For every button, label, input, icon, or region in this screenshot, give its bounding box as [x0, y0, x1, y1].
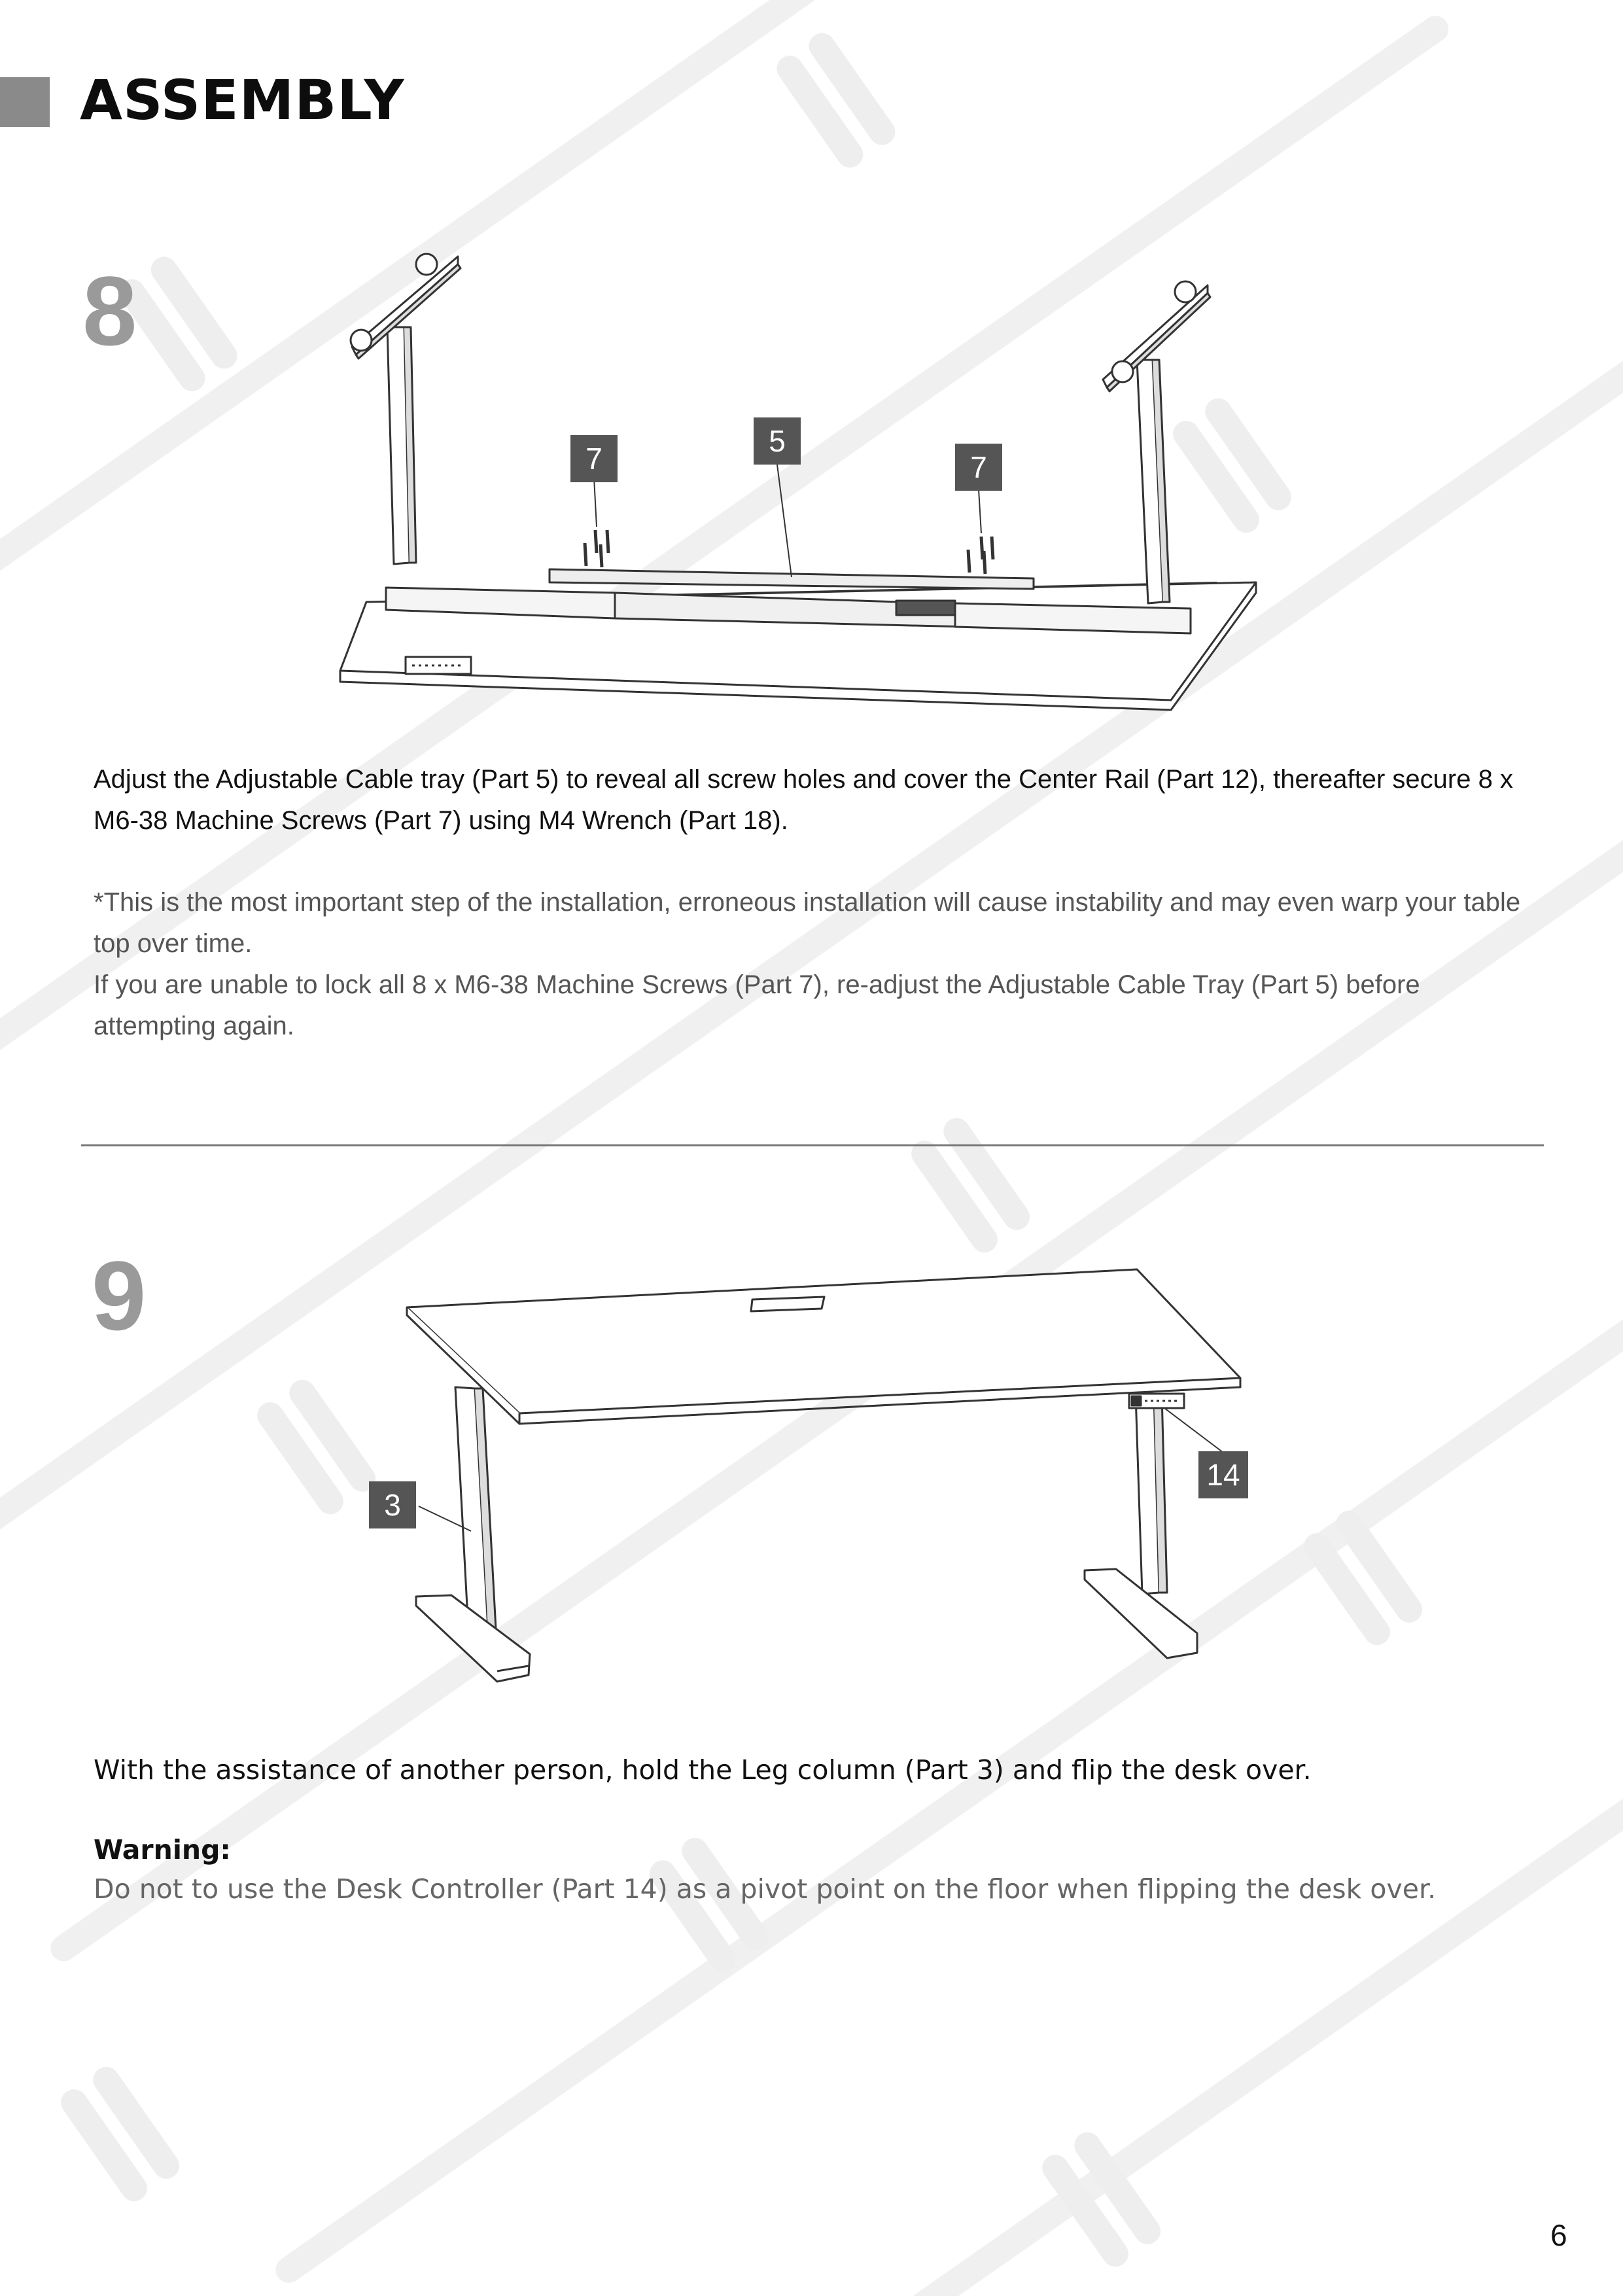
step-9-text: [94, 1750, 1533, 1909]
screws-left: [585, 530, 608, 567]
table-top: [407, 1269, 1240, 1413]
svg-text:7: 7: [970, 450, 987, 484]
callout-part-3: [369, 1481, 416, 1528]
step-9-number: 9: [92, 1241, 147, 1351]
callout-part-7-right: [955, 444, 1002, 491]
callout-part-7-left: [570, 435, 618, 482]
step-9-instruction: With the assistance of another person, hold the Leg column (Part 3) and flip the desk over.: [94, 1754, 1312, 1786]
warning-label: Warning:: [94, 1834, 231, 1865]
page-number: 6: [1550, 2218, 1567, 2252]
step-8-instruction: Adjust the Adjustable Cable tray (Part 5) to reveal all screw holes and cover the Center Rail (Part 12), thereafter secure 8 x M6-38 Machine Screws (Part 7) using M4 Wrench (Part 18).: [94, 765, 1513, 835]
grommet-hole: [751, 1297, 824, 1311]
step-8-number: 8: [82, 256, 137, 366]
header-marker: [0, 77, 50, 127]
callout-part-5: [754, 417, 801, 465]
svg-text:5: 5: [769, 424, 786, 458]
section-divider: [81, 1144, 1544, 1146]
svg-text:14: 14: [1206, 1458, 1240, 1492]
svg-text:3: 3: [384, 1488, 401, 1522]
callout-part-14: [1198, 1451, 1248, 1498]
svg-text:7: 7: [585, 442, 602, 476]
screws-right: [968, 537, 993, 574]
page-title: ASSEMBLY: [80, 68, 405, 132]
step-8-text: [94, 759, 1533, 1047]
step-8-illustration: [327, 242, 1276, 726]
step-9-illustration: [353, 1256, 1269, 1701]
step-8-note-importance: *This is the most important step of the installation, erroneous installation will cause instability and may even warp your table top over time.: [94, 888, 1521, 958]
warning-text: Do not to use the Desk Controller (Part 14) as a pivot point on the floor when flipping the desk over.: [94, 1873, 1437, 1905]
step-8-note-readjust: If you are unable to lock all 8 x M6-38 Machine Screws (Part 7), re-adjust the Adjustable Cable Tray (Part 5) before attempting again.: [94, 970, 1420, 1040]
